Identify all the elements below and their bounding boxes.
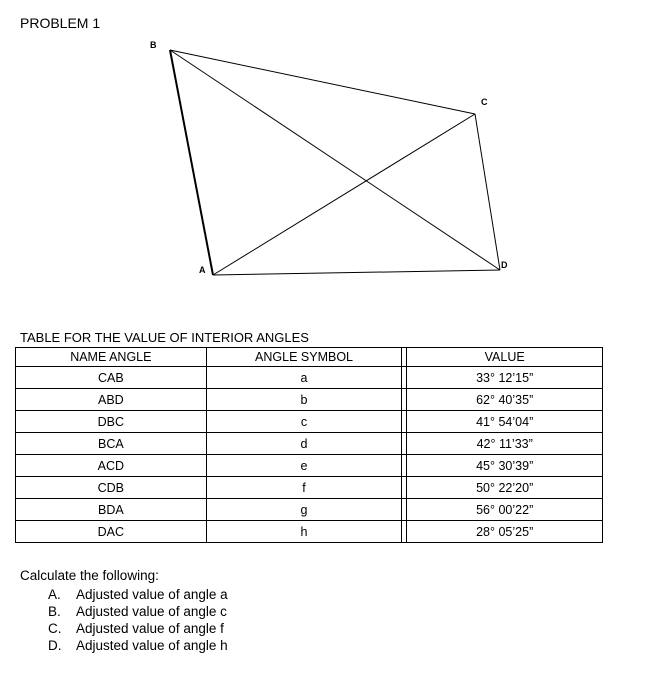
cell-value: 33° 12’15” [407,367,603,389]
cell-angle-symbol: b [206,389,402,411]
side-cd [475,114,500,270]
cell-name-angle: BDA [16,499,207,521]
instruction-text: Adjusted value of angle f [76,621,224,636]
side-bc [170,50,475,114]
table-row [16,455,603,477]
instruction-item [48,604,228,619]
instruction-text: Adjusted value of angle a [76,587,228,602]
point-label-c: C [481,97,488,107]
cell-name-angle: CAB [16,367,207,389]
table-header-row [16,348,603,367]
cell-angle-symbol: d [206,433,402,455]
interior-angles-table [15,347,603,543]
table-row [16,499,603,521]
header-name-angle: NAME ANGLE [16,348,207,367]
point-label-d: D [501,260,508,270]
point-label-a: A [199,265,206,275]
instruction-letter: C. [48,621,62,636]
cell-name-angle: ABD [16,389,207,411]
cell-angle-symbol: h [206,521,402,543]
instructions [20,568,228,655]
cell-angle-symbol: e [206,455,402,477]
problem-title: PROBLEM 1 [20,15,101,31]
instruction-item [48,638,228,653]
table-row [16,367,603,389]
table-row [16,411,603,433]
instruction-text: Adjusted value of angle h [76,638,228,653]
header-angle-symbol: ANGLE SYMBOL [206,348,402,367]
instruction-list [20,587,228,653]
table-row [16,521,603,543]
cell-name-angle: BCA [16,433,207,455]
cell-angle-symbol: f [206,477,402,499]
instruction-text: Adjusted value of angle c [76,604,227,619]
table-row [16,389,603,411]
point-label-b: B [150,40,157,50]
cell-value: 42° 11’33” [407,433,603,455]
cell-value: 56° 00’22” [407,499,603,521]
cell-angle-symbol: c [206,411,402,433]
instruction-letter: D. [48,638,62,653]
diagonal-ac [213,114,475,275]
table-body [16,367,603,543]
cell-name-angle: DBC [16,411,207,433]
cell-name-angle: CDB [16,477,207,499]
cell-value: 45° 30’39” [407,455,603,477]
side-ab [170,50,213,275]
cell-angle-symbol: g [206,499,402,521]
cell-value: 50° 22’20” [407,477,603,499]
cell-value: 28° 05’25” [407,521,603,543]
table-row [16,477,603,499]
instruction-letter: A. [48,587,61,602]
instruction-letter: B. [48,604,61,619]
table-row [16,433,603,455]
cell-value: 41° 54’04” [407,411,603,433]
quadrilateral-diagram [0,0,646,320]
side-ad [213,270,500,275]
header-value: VALUE [407,348,603,367]
cell-name-angle: ACD [16,455,207,477]
instructions-intro: Calculate the following: [20,568,159,583]
instruction-item [48,587,228,602]
cell-angle-symbol: a [206,367,402,389]
diagonal-bd [170,50,500,270]
cell-name-angle: DAC [16,521,207,543]
instruction-item [48,621,228,636]
table-title: TABLE FOR THE VALUE OF INTERIOR ANGLES [20,330,309,345]
cell-value: 62° 40’35” [407,389,603,411]
